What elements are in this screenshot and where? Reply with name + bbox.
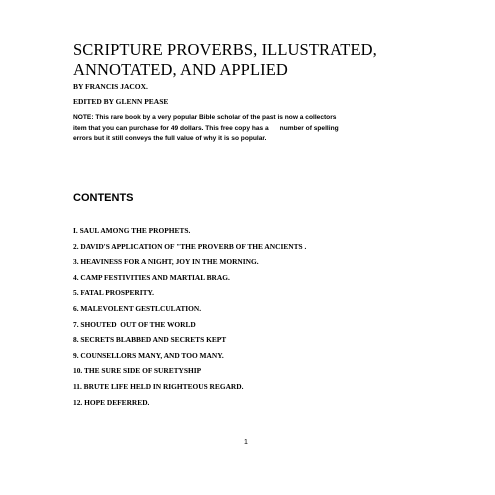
toc-item: 6. MALEVOLENT GESTLCULATION. bbox=[73, 303, 202, 313]
editor-note-line-2: item that you can purchase for 49 dollars. This free copy has a number of spelling bbox=[73, 124, 339, 132]
toc-item: 3. HEAVINESS FOR A NIGHT, JOY IN THE MORNING. bbox=[73, 257, 259, 267]
toc-item: 9. COUNSELLORS MANY, AND TOO MANY. bbox=[73, 350, 224, 360]
editor-note-line-3: errors but it still conveys the full value of why it is so popular. bbox=[73, 135, 267, 142]
toc-item: 12. HOPE DEFERRED. bbox=[73, 397, 150, 407]
document-title-line-2: ANNOTATED, AND APPLIED bbox=[73, 60, 288, 79]
editor-note bbox=[73, 113, 373, 145]
toc-item: 4. CAMP FESTIVITIES AND MARTIAL BRAG. bbox=[73, 272, 230, 282]
editor-line: EDITED BY GLENN PEASE bbox=[73, 97, 169, 106]
toc-item: 5. FATAL PROSPERITY. bbox=[73, 288, 155, 298]
table-of-contents bbox=[73, 226, 306, 413]
toc-item: 2. DAVID'S APPLICATION OF "THE PROVERB OF THE ANCIENTS . bbox=[73, 241, 307, 251]
contents-heading: CONTENTS bbox=[73, 192, 134, 204]
toc-item: 8. SECRETS BLABBED AND SECRETS KEPT bbox=[73, 335, 227, 345]
toc-item: 11. BRUTE LIFE HELD IN RIGHTEOUS REGARD. bbox=[73, 381, 244, 391]
document-title bbox=[73, 40, 433, 80]
toc-item: 7. SHOUTED OUT OF THE WORLD bbox=[73, 319, 196, 329]
editor-note-line-1: NOTE: This rare book by a very popular Bible scholar of the past is now a collectors bbox=[73, 114, 337, 121]
document-title-line-1: SCRIPTURE PROVERBS, ILLUSTRATED, bbox=[73, 40, 377, 59]
author-line: BY FRANCIS JACOX. bbox=[73, 82, 148, 91]
page-number: 1 bbox=[244, 439, 248, 446]
toc-item: 10. THE SURE SIDE OF SURETYSHIP bbox=[73, 366, 202, 376]
toc-item: I. SAUL AMONG THE PROPHETS. bbox=[73, 226, 191, 235]
